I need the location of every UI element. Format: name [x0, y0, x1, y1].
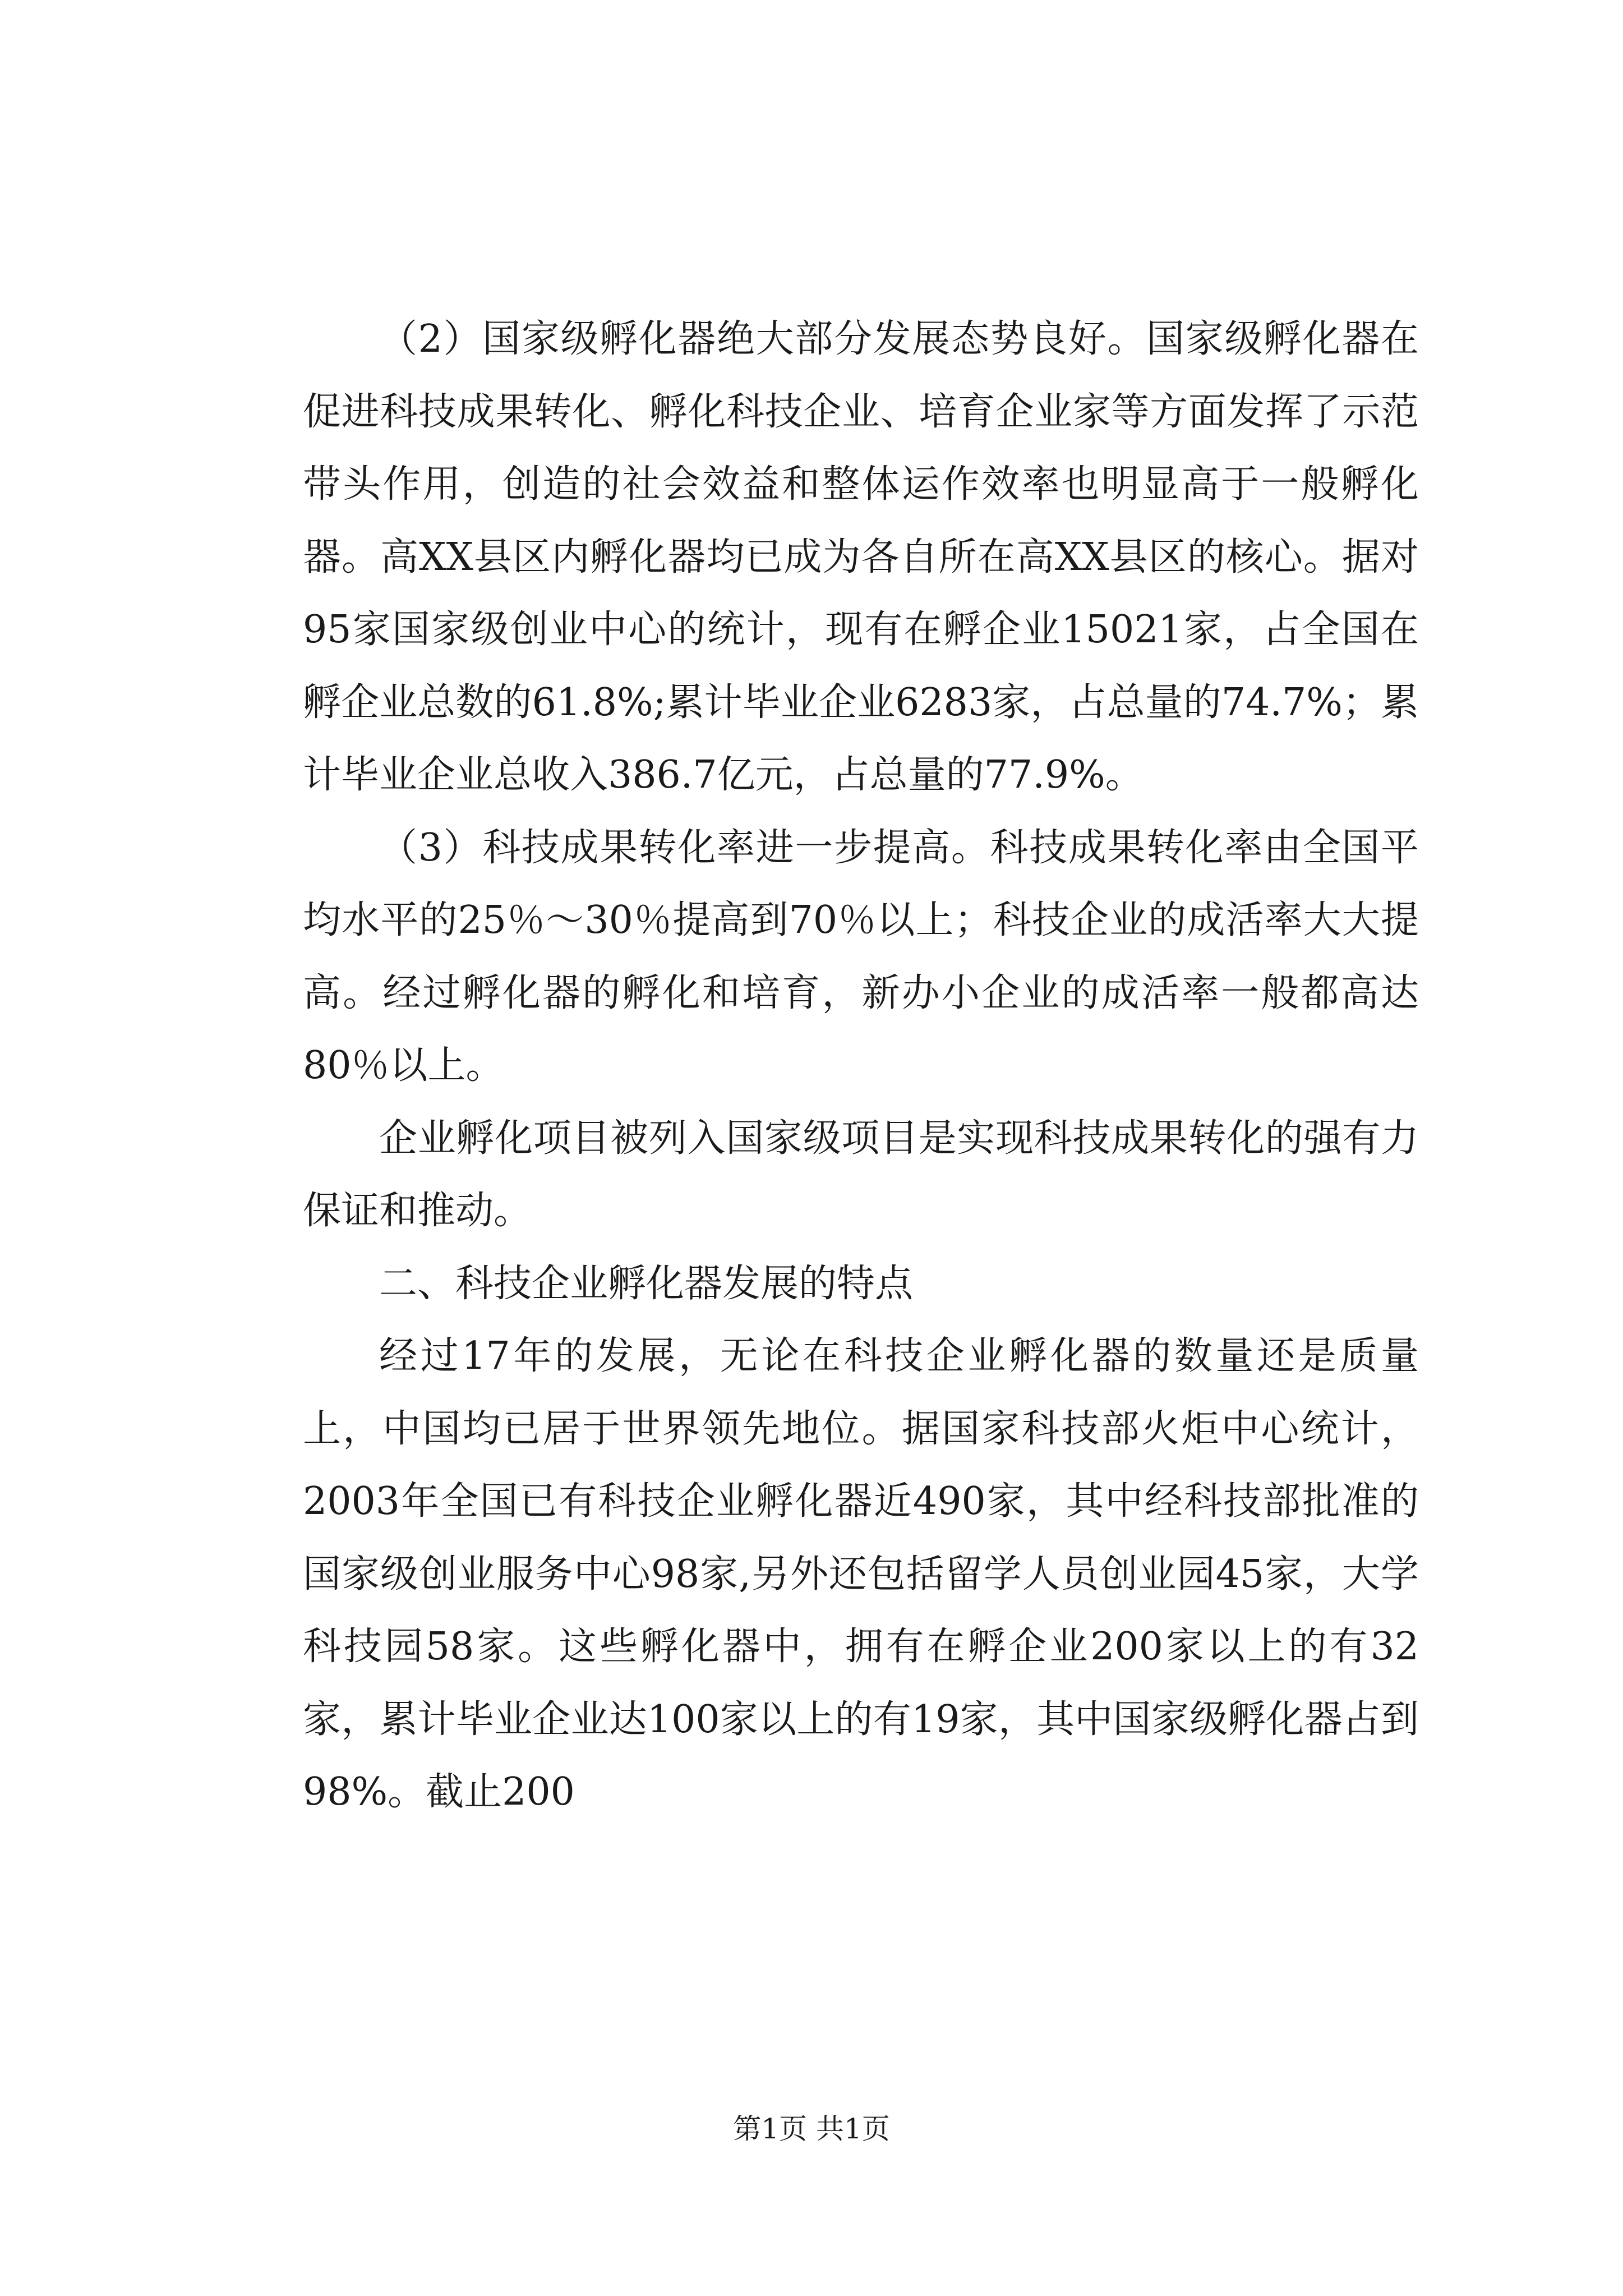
- paragraph-4: 经过17年的发展，无论在科技企业孵化器的数量还是质量上，中国均已居于世界领先地位。据国家科技部火炬中心统计，2003年全国已有科技企业孵化器近490家，其中经科技部批准的国家级创业服务中心98家,另外还包括留学人员创业园45家，大学科技园58家。这些孵化器中，拥有在孵企业200家以上的有32家，累计毕业企业达100家以上的有19家，其中国家级孵化器占到98%。截止200: [303, 1334, 1419, 1814]
- paragraph-3: 企业孵化项目被列入国家级项目是实现科技成果转化的强有力保证和推动。: [303, 1116, 1419, 1233]
- page-footer: 第1页 共1页: [733, 2113, 890, 2145]
- document-body: [303, 303, 1419, 1829]
- paragraph-1: （2）国家级孵化器绝大部分发展态势良好。国家级孵化器在促进科技成果转化、孵化科技企业、培育企业家等方面发挥了示范带头作用，创造的社会效益和整体运作效率也明显高于一般孵化器。高XX县区内孵化器均已成为各自所在高XX县区的核心。据对95家国家级创业中心的统计，现有在孵企业15021家，占全国在孵企业总数的61.8%;累计毕业企业6283家，占总量的74.7%；累计毕业企业总收入386.7亿元，占总量的77.9%。: [303, 317, 1419, 797]
- paragraph-2: （3）科技成果转化率进一步提高。科技成果转化率由全国平均水平的25％～30％提高到70％以上；科技企业的成活率大大提高。经过孵化器的孵化和培育，新办小企业的成活率一般都高达80％以上。: [303, 825, 1419, 1088]
- section-heading: 二、科技企业孵化器发展的特点: [379, 1261, 914, 1306]
